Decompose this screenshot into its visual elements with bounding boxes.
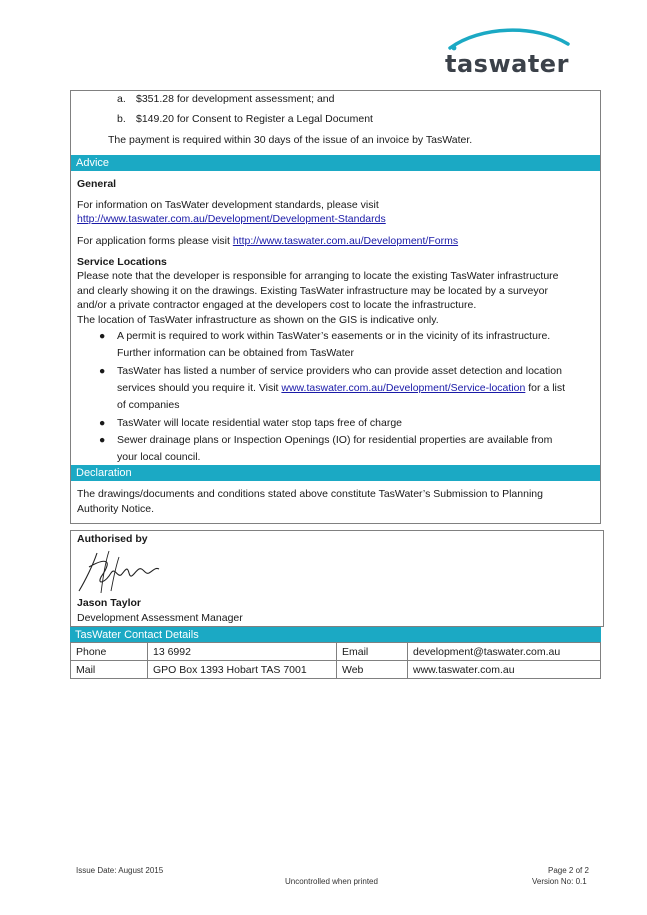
payment-note: The payment is required within 30 days of the issue of an invoice by TasWater. (108, 134, 473, 146)
bullet2-line1: TasWater has listed a number of service providers who can provide asset detection and location (117, 365, 562, 377)
table-row (71, 661, 601, 679)
payment-item-b: $149.20 for Consent to Register a Legal Document (136, 113, 373, 125)
bullet4-line1: Sewer drainage plans or Inspection Openings (IO) for residential properties are available from (117, 434, 553, 446)
page-number: Page 2 of 2 (548, 866, 589, 875)
contact-header: TasWater Contact Details (70, 627, 601, 643)
web-value[interactable]: www.taswater.com.au (408, 661, 601, 679)
conditions-box (70, 90, 601, 524)
service-text-line1: Please note that the developer is responsible for arranging to locate the existing TasWater infrastructure (77, 270, 559, 282)
bullet-dot: ● (99, 330, 106, 342)
payment-item-b-marker: b. (117, 113, 126, 125)
declaration-header: Declaration (71, 465, 600, 481)
phone-label: Phone (71, 643, 148, 661)
signatory-position: Development Assessment Manager (77, 612, 243, 624)
bullet1-line1: A permit is required to work within TasWater’s easements or in the vicinity of its infrastructure. (117, 330, 551, 342)
signature-image (75, 547, 165, 597)
bullet3: TasWater will locate residential water stop taps free of charge (117, 417, 402, 429)
taswater-logo-text: taswater (445, 50, 569, 78)
forms-link[interactable]: http://www.taswater.com.au/Development/Forms (232, 235, 459, 247)
web-label: Web (337, 661, 408, 679)
phone-value: 13 6992 (148, 643, 337, 661)
bullet-dot: ● (99, 434, 106, 446)
service-text-line4: The location of TasWater infrastructure as shown on the GIS is indicative only. (77, 314, 439, 326)
advice-header: Advice (71, 155, 600, 171)
authorisation-box (70, 530, 604, 627)
email-value[interactable]: development@taswater.com.au (408, 643, 601, 661)
bullet2-line3: of companies (117, 399, 180, 411)
service-locations-title: Service Locations (77, 256, 167, 268)
declaration-line2: Authority Notice. (77, 503, 155, 515)
contact-table (70, 642, 601, 679)
uncontrolled-note: Uncontrolled when printed (285, 877, 378, 886)
standards-link[interactable]: http://www.taswater.com.au/Development/Development-Standards (77, 213, 386, 225)
payment-item-a-marker: a. (117, 93, 126, 105)
general-title: General (77, 178, 117, 190)
table-row (71, 643, 601, 661)
service-text-line3: and/or a private contractor engaged at the developers cost to locate the infrastructure. (77, 299, 477, 311)
bullet1-line2: Further information can be obtained from TasWater (117, 347, 354, 359)
version-number: Version No: 0.1 (532, 877, 587, 886)
declaration-line1: The drawings/documents and conditions stated above constitute TasWater’s Submission to Planning (77, 488, 543, 500)
bullet4-line2: your local council. (117, 451, 201, 463)
bullet-dot: ● (99, 365, 106, 377)
payment-item-a: $351.28 for development assessment; and (136, 93, 335, 105)
bullet2-line2 (117, 380, 565, 397)
signatory-name: Jason Taylor (77, 597, 141, 609)
authorised-by-title: Authorised by (77, 533, 148, 545)
bullet2-text-pre: services should you require it. Visit (117, 382, 282, 394)
forms-line (77, 235, 458, 247)
issue-date: Issue Date: August 2015 (76, 866, 164, 875)
mail-value: GPO Box 1393 Hobart TAS 7001 (148, 661, 337, 679)
mail-label: Mail (71, 661, 148, 679)
email-label: Email (337, 643, 408, 661)
forms-text: For application forms please visit (77, 235, 233, 247)
service-location-link[interactable]: www.taswater.com.au/Development/Service-location (281, 382, 526, 394)
service-text-line2: and clearly showing it on the drawings. Existing TasWater infrastructure may be located by a surveyor (77, 285, 548, 297)
bullet-dot: ● (99, 417, 106, 429)
bullet2-text-post: for a list (525, 382, 566, 394)
general-text: For information on TasWater development standards, please visit (77, 199, 379, 211)
